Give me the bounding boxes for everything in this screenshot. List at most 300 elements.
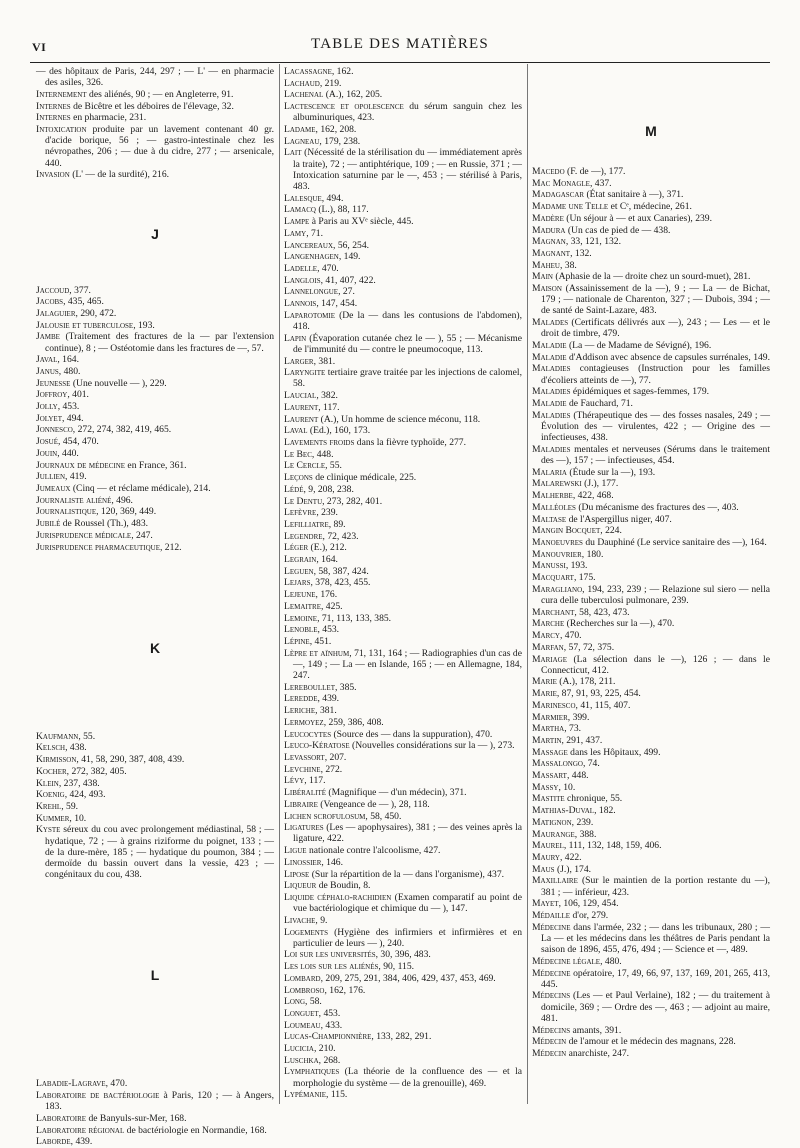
entry-text: de l'amour et le médecin des magnans, 228. [566, 1036, 736, 1048]
entry-heading: Les lois sur les aliénés [284, 961, 379, 973]
entry-text: , 58, 387, 424. [313, 565, 369, 577]
index-entry [532, 922, 770, 956]
entry-text: (Du mécanisme des fractures des —, 403. [575, 501, 739, 513]
entry-heading: Jolly [36, 401, 58, 413]
entry-heading: Libraire [284, 798, 318, 810]
entry-heading: Lalesque [284, 192, 322, 204]
index-entry [284, 449, 522, 460]
entry-text: , 147, 454. [316, 298, 358, 310]
entry-text: d'or, 279. [570, 910, 609, 921]
entry-text: , 237, 438. [58, 777, 100, 789]
entry-heading: Malherbe [532, 490, 573, 502]
entry-text: tertiaire grave traitée par les injections de calomel, 58. [293, 367, 522, 390]
entry-heading: Longuet [284, 1007, 319, 1019]
entry-text: (Traitement des fractures de la — par l'extension continue), 8 ; — Ostéotomie dans les fractures de —, 57. [45, 331, 274, 354]
entry-text: (Étude sur la —), 193. [566, 466, 656, 478]
index-entry [532, 467, 770, 478]
entry-heading: Lichen scrofulosum [284, 810, 366, 822]
entry-heading: Mariage [532, 653, 567, 665]
entry-heading: Journaliste aliéné [36, 494, 112, 506]
index-entry [284, 78, 522, 89]
entry-text: et Cᵉ, médecine, 261. [608, 201, 692, 213]
entry-heading: Maltase [532, 513, 567, 525]
entry-text: , 448. [311, 448, 334, 460]
index-entry [532, 260, 770, 271]
page-number: VI [32, 40, 47, 54]
index-entry [532, 688, 770, 699]
entry-heading: Marie [532, 676, 557, 688]
index-entry [284, 915, 522, 926]
entry-heading: Leucocytes [284, 728, 332, 740]
entry-heading: Ladame [284, 124, 316, 136]
entry-heading: Massage [532, 746, 568, 758]
entry-heading: Lachaud [284, 77, 320, 89]
entry-heading: Lymphatiques [284, 1066, 340, 1078]
index-entry [284, 298, 522, 309]
entry-heading: Jouin [36, 447, 58, 459]
entry-group [36, 285, 274, 553]
index-column-1 [36, 66, 274, 1148]
entry-heading: Malléoles [532, 501, 576, 513]
entry-text: , 71, 113, 133, 385. [317, 612, 392, 624]
entry-text: (Hygiène des infirmiers et infirmières et en particulier de leurs — ), 240. [293, 926, 522, 949]
entry-text: (Les — et Paul Verlaine), 182 ; — du traitement à domicile, 369 ; — Ordre des —, 463 ; — adjoint au maire, 481. [541, 990, 770, 1024]
entry-text: dans la fièvre typhoïde, 277. [354, 437, 467, 448]
index-entry [284, 949, 522, 960]
entry-text: , 480. [58, 365, 81, 377]
entry-text: (Nouvelles considérations sur la — ), 273. [349, 740, 515, 752]
entry-heading: Kirmisson [36, 754, 77, 766]
index-entry [284, 1089, 522, 1100]
index-entry [532, 537, 770, 548]
entry-heading: Langlois [284, 274, 321, 286]
entry-text: , 180. [581, 548, 604, 560]
entry-heading: Matignon [532, 816, 572, 828]
entry-text: à Paris au XVᵉ siècle, 445. [309, 216, 414, 228]
entry-text: , 381. [313, 355, 336, 367]
entry-text: , 193. [133, 319, 155, 331]
entry-heading: Journalistique [36, 506, 97, 518]
index-entry [532, 444, 770, 466]
entry-heading: Langenhagen [284, 251, 339, 263]
entry-text: , 454, 470. [58, 436, 99, 448]
index-entry [532, 607, 770, 618]
entry-heading: Livache [284, 914, 316, 926]
entry-text: , 239. [316, 507, 338, 519]
index-entry [532, 910, 770, 921]
index-entry [532, 898, 770, 909]
entry-text: amants, 391. [570, 1024, 622, 1036]
entry-text: , 451. [309, 635, 332, 647]
entry-heading: Lucas-Championnière [284, 1031, 372, 1043]
entry-heading: Lacassagne [284, 66, 332, 77]
entry-text: , 470. [317, 262, 339, 274]
index-entry [532, 618, 770, 629]
entry-heading: Leredde [284, 693, 318, 705]
entry-heading: Maladie [532, 351, 567, 363]
entry-text: contagieuses (Instruction pour les familles d'écoliers atteints de —), 77. [541, 363, 770, 386]
index-entry [36, 778, 274, 789]
entry-text: en France, 361. [125, 459, 187, 471]
entry-text: , 10. [69, 812, 87, 824]
index-entry [284, 402, 522, 413]
index-entry [284, 263, 522, 274]
entry-text: anarchiste, 247. [566, 1047, 630, 1059]
entry-text: , 207. [324, 751, 347, 763]
entry-heading: Krehl [36, 800, 62, 812]
index-entry [284, 682, 522, 693]
index-entry [532, 990, 770, 1024]
entry-text: du sérum sanguin chez les albuminuriques, 423. [293, 101, 522, 124]
entry-heading: Jullien [36, 471, 66, 483]
entry-heading: Kelsch [36, 742, 66, 754]
entry-text: , 58. [305, 996, 322, 1008]
index-entry [284, 1020, 522, 1031]
entry-heading: Lefèvre [284, 507, 317, 519]
entry-heading: Manoeuvres [532, 537, 583, 548]
entry-text: séreux du cou avec prolongement médiastinal, 58 ; — hydatique, 72 ; — à grains riziforme du poignet, 133 ; — de la dure-mère, 185 ; — hydatique du poumon, 384 ; — dermoïde du bassin ouvert dans la vessie, 423 ; — congénitaux du cou, 438. [45, 824, 274, 881]
entry-heading: Maury [532, 851, 560, 863]
entry-text: , 117. [304, 775, 326, 787]
entry-group [532, 166, 770, 1059]
entry-text: , 453. [318, 1007, 341, 1019]
index-entry [532, 723, 770, 734]
entry-text: (Une nouvelle — ), 229. [70, 377, 167, 389]
entry-heading: Mastite [532, 793, 565, 805]
entry-text: , 272. [320, 763, 343, 775]
index-entry [532, 572, 770, 583]
entry-heading: Lannelongue [284, 286, 339, 298]
entry-heading: Jacobs [36, 296, 64, 308]
entry-text: en pharmacie, 231. [70, 112, 147, 124]
entry-heading: Médecin [532, 1036, 567, 1048]
entry-heading: Lombard [284, 972, 321, 984]
index-entry [36, 1136, 274, 1147]
entry-heading: Lucicia [284, 1043, 314, 1055]
index-entry [284, 333, 522, 355]
entry-text: de bactériologie en Normandie, 168. [124, 1124, 267, 1136]
index-entry [284, 705, 522, 716]
index-entry [284, 822, 522, 844]
entry-heading: Maragliano [532, 583, 583, 595]
entry-heading: Ligatures [284, 822, 324, 834]
index-entry [284, 869, 522, 880]
section-letter-m: M [645, 123, 657, 139]
entry-heading: Kocher [36, 765, 67, 777]
index-entry [36, 789, 274, 800]
entry-heading: Magnant [532, 247, 571, 259]
index-entry [532, 225, 770, 236]
entry-heading: Médecins [532, 1024, 571, 1036]
entry-heading: Mathias-Duval [532, 805, 595, 817]
index-entry [36, 1078, 274, 1089]
entry-text: , 239. [571, 816, 594, 828]
entry-heading: Lereboullet [284, 681, 335, 693]
entry-heading: Jaccoud [36, 284, 70, 296]
index-entry [532, 1048, 770, 1059]
entry-heading: Lejeune [284, 589, 316, 601]
entry-text: (La — de Madame de Sévigné), 196. [566, 340, 712, 352]
entry-text: , 399. [567, 711, 590, 723]
index-entry [36, 296, 274, 307]
entry-text: , 58, 423, 473. [574, 606, 630, 618]
entry-text: , 388. [574, 828, 597, 840]
index-entry [284, 193, 522, 204]
entry-text: , 209, 275, 291, 384, 406, 429, 437, 453, 469. [320, 972, 496, 984]
entry-heading: Mangin Bocquet [532, 525, 601, 537]
index-entry [532, 236, 770, 247]
entry-text: , 73. [564, 723, 582, 735]
entry-text: de Roussel (Th.), 483. [60, 518, 149, 530]
index-entry [532, 735, 770, 746]
entry-text: , 182. [594, 805, 616, 817]
entry-text: , 72, 423. [322, 530, 359, 542]
entry-heading: Laval [284, 425, 308, 437]
index-entry [36, 731, 274, 742]
entry-heading: Jambe [36, 331, 60, 343]
index-entry [532, 271, 770, 282]
index-entry [532, 549, 770, 560]
entry-heading: Le Dentu [284, 495, 323, 507]
index-entry [284, 717, 522, 728]
index-entry [532, 1025, 770, 1036]
index-entry [284, 857, 522, 868]
entry-heading: Malarewski [532, 478, 582, 490]
entry-heading: Ladelle [284, 262, 318, 274]
entry-text: du Dauphiné (Le service sanitaire des —), 164. [582, 537, 767, 548]
entry-text: (La théorie de la confluence des — et la morphologie du système — de la grenouille), 469. [293, 1066, 522, 1089]
entry-text: , 224. [600, 525, 622, 537]
entry-heading: Marche [532, 618, 565, 630]
index-entry [284, 985, 522, 996]
entry-heading: Lefilliatre [284, 518, 329, 530]
index-entry [284, 216, 522, 227]
entry-text: chronique, 55. [564, 793, 623, 805]
index-entry [284, 799, 522, 810]
entry-text: de Bicêtre et les déboires de l'élevage, 32. [70, 100, 234, 112]
entry-text: , 106, 129, 454. [558, 898, 619, 910]
index-entry [284, 496, 522, 507]
entry-heading: Kyste [36, 824, 61, 836]
entry-heading: Médecine légale [532, 955, 601, 967]
entry-text: , 162, 208. [315, 124, 357, 136]
entry-text: , 272, 274, 382, 419, 465. [72, 424, 172, 436]
entry-heading: Lipose [284, 868, 310, 880]
entry-text: , 453. [317, 624, 340, 636]
index-entry [284, 845, 522, 856]
index-entry [284, 775, 522, 786]
entry-heading: Lactescence et opolescence [284, 101, 404, 113]
index-entry [36, 483, 274, 494]
entry-text: , 439. [70, 1136, 93, 1148]
entry-text: , 496. [111, 494, 133, 506]
entry-heading: Marfan [532, 641, 564, 653]
index-entry [532, 1036, 770, 1047]
index-entry [284, 89, 522, 100]
entry-text: , 494. [61, 412, 84, 424]
index-entry [36, 471, 274, 482]
index-entry [36, 124, 274, 169]
index-entry [36, 378, 274, 389]
entry-text: , 146. [321, 856, 343, 868]
entry-heading: Lypémanie [284, 1089, 327, 1101]
section-letter-j: J [151, 225, 159, 242]
index-entry [36, 495, 274, 506]
entry-heading: Maheu [532, 259, 560, 271]
index-entry [36, 308, 274, 319]
index-entry [284, 390, 522, 401]
entry-text: de Fauchard, 71. [566, 398, 633, 410]
entry-heading: Madame une Telle [532, 201, 609, 213]
entry-heading: Levassort [284, 751, 325, 763]
entry-text: , 74. [582, 758, 600, 770]
index-entry [36, 331, 274, 353]
index-entry [284, 1031, 522, 1042]
index-entry [532, 363, 770, 385]
entry-text: (La sélection dans le —), 126 ; — dans le Connecticut, 412. [541, 653, 770, 676]
index-entry [284, 613, 522, 624]
entry-text: , 87, 91, 93, 225, 454. [556, 688, 641, 700]
entry-heading: Lejars [284, 577, 311, 589]
index-entry [36, 354, 274, 365]
index-entry [284, 1008, 522, 1019]
index-entry [36, 169, 274, 180]
entry-heading: Intoxication [36, 124, 87, 136]
entry-text: , 219. [319, 77, 342, 89]
index-entry [36, 401, 274, 412]
index-entry [284, 973, 522, 984]
index-entry [532, 712, 770, 723]
index-entry [36, 389, 274, 400]
index-entry [532, 201, 770, 212]
entry-text: , 247. [131, 529, 153, 541]
entry-heading: Lavements froids [284, 437, 355, 448]
entry-heading: Lait [284, 147, 302, 159]
entry-heading: Liqueur [284, 880, 317, 892]
index-entry [532, 852, 770, 863]
index-entry [284, 228, 522, 239]
entry-text: , 41, 407, 422. [320, 274, 376, 286]
entry-text: (Nécessité de la stérilisation du — immédiatement après la traite), 72 ; — antiphtérique, 109 ; — en Russie, 371 ; — Intoxication saturnine par le —, 453 ; — stérilisé à Paris, 483. [293, 147, 522, 193]
entry-text: , 164. [57, 354, 79, 366]
entry-heading: Leguen [284, 565, 314, 577]
entry-heading: Léger [284, 542, 309, 554]
entry-text: , 9, 208, 238. [303, 483, 354, 495]
entry-heading: Marmier [532, 711, 568, 723]
index-entry [284, 589, 522, 600]
entry-text: , 272, 382, 405. [66, 765, 127, 777]
entry-text: mentales et nerveuses (Sérums dans le traitement des —), 157 ; — infectieuses, 454. [541, 443, 770, 467]
index-entry [532, 584, 770, 606]
index-entry [532, 248, 770, 259]
entry-text: (Un cas de pied de — 438. [565, 224, 671, 236]
entry-text: , 30, 396, 483. [375, 949, 431, 961]
entry-heading: Lenoble [284, 624, 318, 636]
index-entry [532, 386, 770, 397]
entry-text: , 55. [325, 460, 342, 472]
index-entry [532, 968, 770, 990]
entry-heading: Massalongo [532, 758, 583, 770]
index-entry [284, 787, 522, 798]
entry-heading: Jumeaux [36, 482, 71, 494]
entry-heading: Manussi [532, 560, 566, 572]
index-entry [532, 166, 770, 177]
entry-group [284, 66, 522, 1101]
entry-text: , 33, 121, 132. [565, 236, 621, 248]
entry-text: (L.), 88, 117. [315, 204, 369, 216]
index-entry [284, 566, 522, 577]
entry-group [36, 66, 274, 181]
index-entry [284, 414, 522, 425]
index-entry [36, 542, 274, 553]
index-entry [284, 484, 522, 495]
entry-heading: Madagascar [532, 189, 585, 201]
entry-text: , 212. [159, 541, 182, 553]
entry-text: (Vengeance de — ), 28, 118. [317, 798, 430, 810]
index-entry [36, 754, 274, 765]
index-entry [36, 460, 274, 471]
entry-text: (De la — dans les contusions de l'abdomen), 418. [293, 309, 522, 332]
entry-text: (A.), 178, 211. [556, 676, 616, 688]
entry-text: , 422, 468. [572, 490, 614, 502]
entry-heading: Laborde [36, 1136, 71, 1148]
index-entry [532, 398, 770, 409]
index-entry [284, 927, 522, 949]
entry-heading: Médecin [532, 1047, 567, 1059]
entry-heading: Internes [36, 100, 71, 112]
entry-heading: Lannois [284, 298, 317, 310]
entry-heading: Lermoyez [284, 716, 324, 728]
index-entry [284, 601, 522, 612]
index-entry [284, 286, 522, 297]
entry-heading: Libéralité [284, 787, 327, 799]
entry-heading: Lèpre et aïnhum [284, 647, 350, 659]
entry-heading: Maladies [532, 363, 571, 375]
index-entry [284, 752, 522, 763]
entry-text: , 41, 58, 290, 387, 408, 439. [76, 754, 185, 766]
entry-text: , 382. [316, 390, 338, 402]
index-entry [532, 875, 770, 897]
entry-text: , 71, 131, 164 ; — Radiographies d'un cas de —, 149 ; — La — en Islande, 165 ; — en Allemagne, 184, 247. [293, 647, 522, 682]
index-entry [36, 742, 274, 753]
index-entry [284, 356, 522, 367]
index-entry [36, 413, 274, 424]
index-entry [284, 531, 522, 542]
entry-text: de clinique médicale, 225. [312, 472, 417, 484]
index-entry [532, 478, 770, 489]
entry-heading: Massart [532, 770, 567, 782]
entry-text: (Cinq — et réclame médicale), 214. [70, 482, 211, 494]
column-separator [527, 64, 528, 1104]
index-entry [36, 1090, 274, 1112]
entry-text: (L' — de la surdité), 216. [69, 169, 170, 181]
index-entry [532, 189, 770, 200]
index-entry [36, 320, 274, 331]
entry-heading: Linossier [284, 856, 322, 868]
entry-heading: Levchine [284, 763, 321, 775]
index-entry [532, 525, 770, 536]
index-entry [532, 782, 770, 793]
index-entry [532, 560, 770, 571]
entry-text: , 273, 282, 401. [322, 495, 383, 507]
index-entry [284, 577, 522, 588]
entry-heading: Long [284, 996, 306, 1008]
index-entry [284, 147, 522, 192]
index-entry [36, 1125, 274, 1136]
entry-text: , 377. [69, 284, 91, 296]
entry-heading: Laparotomie [284, 309, 335, 321]
index-entry [284, 240, 522, 251]
